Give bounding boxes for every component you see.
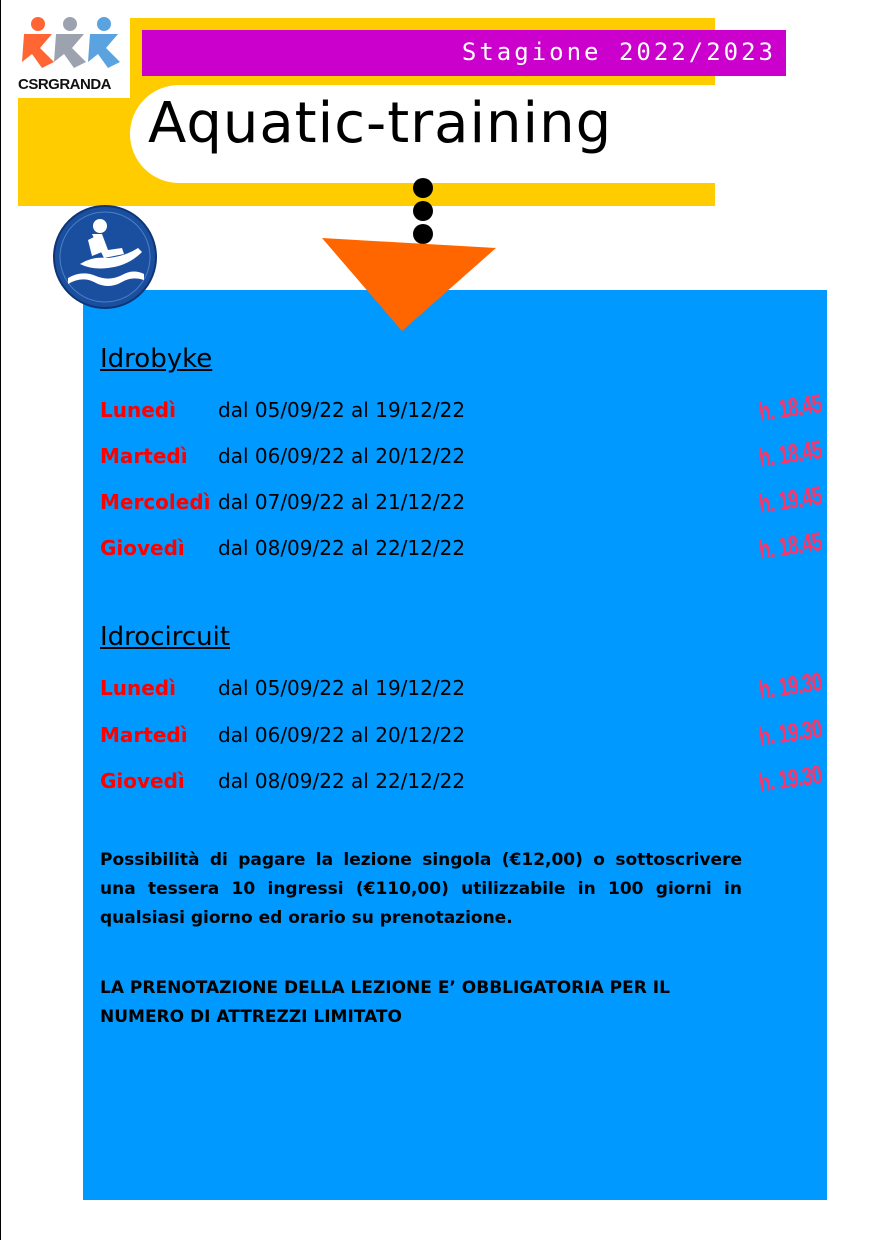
date-range: dal 05/09/22 al 19/12/22 bbox=[218, 398, 466, 422]
idrocircuit-row-3 bbox=[100, 759, 825, 799]
hour-label: h. 19.30 bbox=[756, 713, 824, 752]
date-range: dal 08/09/22 al 22/12/22 bbox=[218, 536, 466, 560]
season-label: Stagione 2022/2023 bbox=[461, 38, 776, 66]
hour-label: h. 18.45 bbox=[756, 434, 824, 473]
section-title-idrobyke: Idrobyke bbox=[100, 344, 213, 374]
day-label: Mercoledì bbox=[100, 490, 211, 514]
day-label: Giovedì bbox=[100, 536, 185, 560]
hour-label: h. 18.45 bbox=[756, 526, 824, 565]
logo-figures-icon bbox=[18, 16, 130, 78]
idrocircuit-row-1 bbox=[100, 666, 825, 706]
idrobyke-row-2 bbox=[100, 434, 825, 474]
down-triangle-arrow-icon bbox=[320, 236, 500, 334]
date-range: dal 06/09/22 al 20/12/22 bbox=[218, 723, 466, 747]
hour-label: h. 19.30 bbox=[756, 759, 824, 798]
date-range: dal 08/09/22 al 22/12/22 bbox=[218, 769, 466, 793]
hour-label: h. 18.45 bbox=[756, 388, 824, 427]
day-label: Lunedì bbox=[100, 398, 176, 422]
schedule-card bbox=[83, 290, 827, 1200]
day-label: Martedì bbox=[100, 723, 188, 747]
date-range: dal 05/09/22 al 19/12/22 bbox=[218, 676, 466, 700]
day-label: Giovedì bbox=[100, 769, 185, 793]
section-title-idrocircuit: Idrocircuit bbox=[100, 622, 231, 652]
idrocircuit-row-2 bbox=[100, 713, 825, 753]
idrobyke-row-3 bbox=[100, 480, 825, 520]
page-title: Aquatic-training bbox=[148, 91, 613, 156]
idrobyke-row-4 bbox=[100, 526, 825, 566]
logo-text: CSRGRANDA bbox=[18, 76, 111, 93]
day-label: Lunedì bbox=[100, 676, 176, 700]
title-pill bbox=[130, 85, 715, 183]
aquabike-rider-icon bbox=[52, 204, 158, 310]
season-band bbox=[142, 30, 786, 76]
dot-1 bbox=[413, 178, 433, 198]
booking-notice: LA PRENOTAZIONE DELLA LEZIONE E’ OBBLIGATORIA PER IL NUMERO DI ATTREZZI LIMITATO bbox=[100, 978, 670, 1027]
date-range: dal 07/09/22 al 21/12/22 bbox=[218, 490, 466, 514]
day-label: Martedì bbox=[100, 444, 188, 468]
aquabike-badge bbox=[52, 204, 158, 310]
csrgranda-logo bbox=[18, 16, 130, 98]
hour-label: h. 19.45 bbox=[756, 480, 824, 519]
dot-2 bbox=[413, 201, 433, 221]
hour-label: h. 19.30 bbox=[756, 666, 824, 705]
date-range: dal 06/09/22 al 20/12/22 bbox=[218, 444, 466, 468]
idrobyke-row-1 bbox=[100, 388, 825, 428]
pricing-info: Possibilità di pagare la lezione singola (€12,00) o sottoscrivere una tessera 10 ingressi (€110,00) utilizzabile in 100 giorni in qualsiasi giorno ed orario su prenotazione. bbox=[100, 850, 742, 928]
